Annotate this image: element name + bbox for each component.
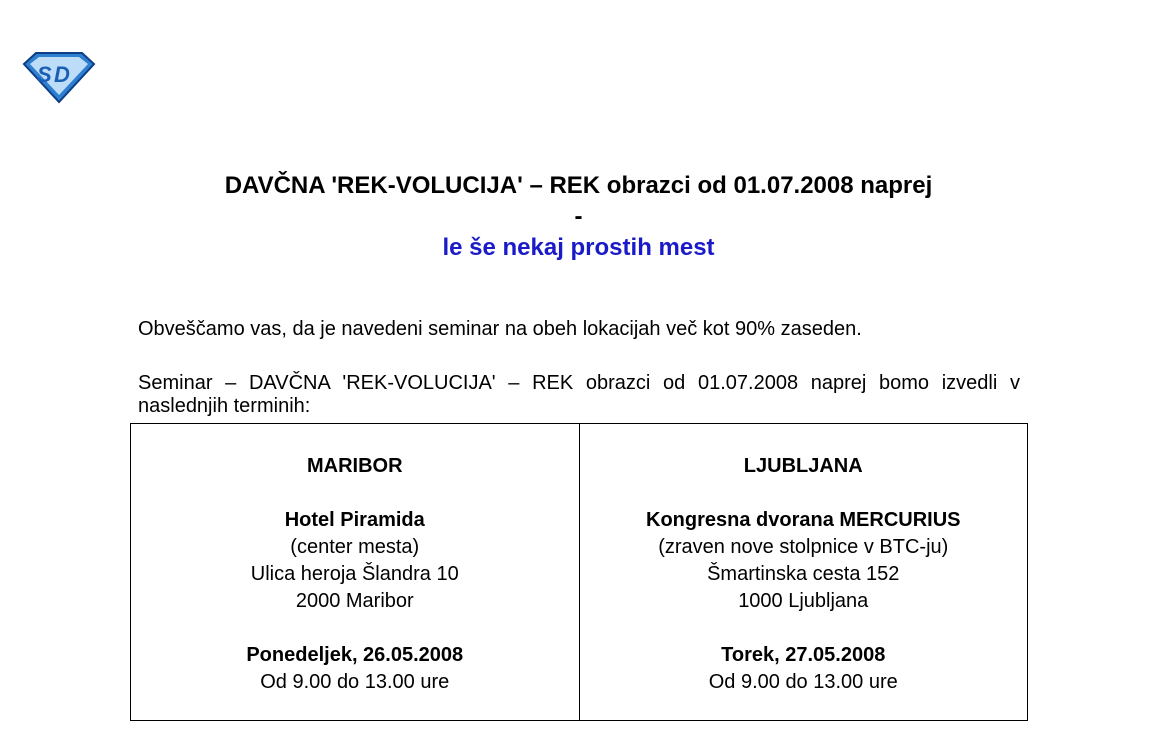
sd-logo-icon [22,50,96,104]
venue-city: MARIBOR [306,455,403,477]
venue-table [130,423,1028,721]
venue-date: Ponedeljek, 26.05.2008 [246,644,464,666]
intro-paragraph: Obveščamo vas, da je navedeni seminar na obeh lokacijah več kot 90% zaseden. [138,318,862,340]
svg-text:S: S [37,62,52,87]
venue-cell-maribor [131,424,579,720]
venue-date: Torek, 27.05.2008 [721,644,886,666]
venue-cell-ljubljana [579,424,1028,720]
title-block [0,170,1157,263]
venue-street: Ulica heroja Šlandra 10 [250,563,459,585]
page-title: DAVČNA 'REK-VOLUCIJA' – REK obrazci od 01.07.2008 naprej [224,172,933,199]
venue-post: 2000 Maribor [295,590,414,612]
venue-time: Od 9.00 do 13.00 ure [708,671,898,693]
venue-name: Hotel Piramida [284,509,425,531]
venue-street: Šmartinska cesta 152 [707,563,900,585]
schedule-paragraph: Seminar – DAVČNA 'REK-VOLUCIJA' – REK obrazci od 01.07.2008 naprej bomo izvedli v naslednjih terminih: [138,372,1020,417]
venue-note: (zraven nove stolpnice v BTC-ju) [658,536,949,558]
venue-city: LJUBLJANA [743,455,863,477]
page-subtitle: le še nekaj prostih mest [442,234,715,261]
venue-time: Od 9.00 do 13.00 ure [260,671,450,693]
svg-text:D: D [54,62,70,87]
title-separator: - [574,203,583,230]
venue-post: 1000 Ljubljana [738,590,869,612]
venue-name: Kongresna dvorana MERCURIUS [646,509,961,531]
venue-note: (center mesta) [290,536,420,558]
